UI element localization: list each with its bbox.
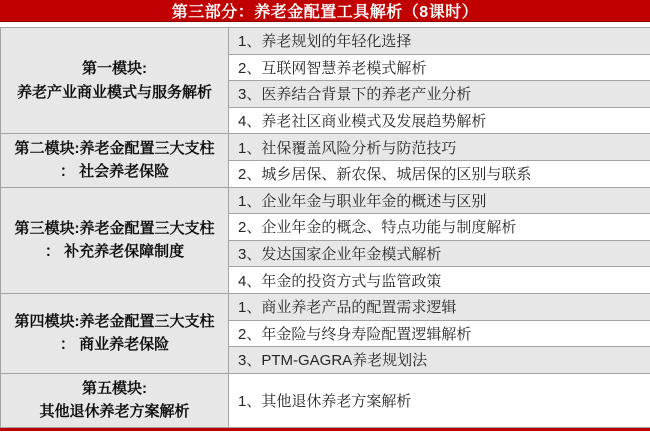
section-header-bar [0, 0, 650, 22]
course-item-cell: 3、发达国家企业年金模式解析 [229, 240, 650, 267]
course-modules-table [0, 27, 650, 428]
module-4-cell [1, 293, 229, 373]
module-4-name-line-1: 第四模块:养老金配置三大支柱 [14, 313, 215, 331]
module-5-cell [1, 373, 229, 427]
course-item-cell: 1、养老规划的年轻化选择 [229, 28, 650, 55]
module-5-name-line-1: 第五模块: [82, 379, 147, 397]
course-item-cell: 1、其他退休养老方案解析 [229, 373, 650, 427]
module-2-name-line-1: 第二模块:养老金配置三大支柱 [14, 140, 215, 158]
course-item-cell: 1、企业年金与职业年金的概述与区别 [229, 187, 650, 214]
course-item-cell: 2、年金险与终身寿险配置逻辑解析 [229, 320, 650, 347]
course-item-cell: 2、企业年金的概念、特点功能与制度解析 [229, 214, 650, 241]
module-3-name-line-1: 第三模块:养老金配置三大支柱 [14, 220, 215, 237]
course-item-cell: 3、PTM-GAGRA养老规划法 [229, 347, 650, 374]
module-3-name-line-2: ： 补充养老保障制度 [44, 243, 185, 261]
course-item-cell: 2、互联网智慧养老模式解析 [229, 54, 650, 81]
module-5-name-line-2: 其他退休养老方案解析 [39, 403, 190, 421]
module-3-cell [1, 187, 229, 293]
section-title: 第三部分：养老金配置工具解析（8课时） [171, 4, 479, 21]
course-item-cell: 4、养老社区商业模式及发展趋势解析 [229, 107, 650, 134]
module-1-name-line-2: 养老产业商业模式与服务解析 [16, 83, 212, 101]
course-item-cell: 1、商业养老产品的配置需求逻辑 [229, 293, 650, 320]
module-1-cell [1, 28, 229, 134]
course-item-cell: 1、社保覆盖风险分析与防范技巧 [229, 134, 650, 161]
course-item-cell: 2、城乡居保、新农保、城居保的区别与联系 [229, 160, 650, 187]
module-2-name-line-2: ： 社会养老保险 [59, 163, 170, 181]
course-item-cell: 4、年金的投资方式与监管政策 [229, 267, 650, 294]
course-item-cell: 3、医养结合背景下的养老产业分析 [229, 81, 650, 108]
module-4-name-line-2: ： 商业养老保险 [59, 336, 170, 354]
module-2-cell [1, 134, 229, 187]
module-1-name-line-1: 第一模块: [82, 60, 147, 78]
bottom-accent-bar [0, 428, 650, 431]
